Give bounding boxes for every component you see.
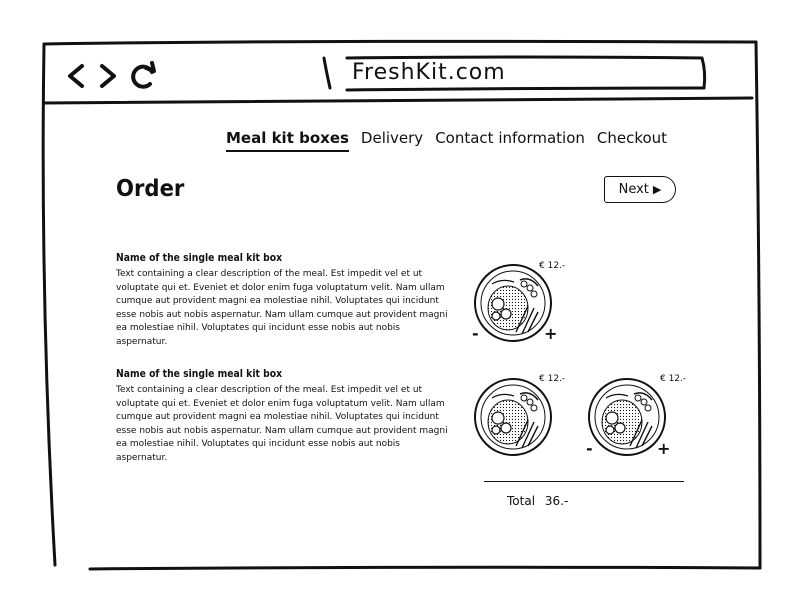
item-2-minus-button[interactable]: -: [586, 439, 593, 458]
total-divider: [484, 481, 684, 482]
item-1-box-1-price: € 12.-: [539, 261, 566, 271]
next-button[interactable]: [604, 176, 676, 203]
meal-plate-image: [586, 376, 671, 458]
tab-delivery[interactable]: Delivery: [360, 129, 424, 147]
reload-icon[interactable]: [126, 60, 162, 92]
url-bar[interactable]: FreshKit.com: [352, 60, 506, 85]
item-1-description: Text containing a clear description of the meal. Est impedit vel et ut voluptate qui et. Eveniet et dolor enim fuga voluptatum velit. Nam ullam cumque aut provident magni ea molestiae nihil. Voluptates qui incidunt esse nobis aut nobis aspernatur. Nam ullam cumque aut provident magni ea molestiae nihil. Voluptates qui incidunt esse nobis aut nobis aspernatur.: [116, 269, 448, 347]
item-2-description: Text containing a clear description of the meal. Est impedit vel et ut voluptate qui et. Eveniet et dolor enim fuga voluptatum velit. Nam ullam cumque aut provident magni ea molestiae nihil. Voluptates qui incidunt esse nobis aut nobis aspernatur. Nam ullam cumque aut provident magni ea molestiae nihil. Voluptates qui incidunt esse nobis aut nobis aspernatur.: [116, 385, 448, 463]
item-1-minus-button[interactable]: -: [472, 324, 479, 343]
play-triangle-icon: ▶: [652, 183, 662, 196]
total-label: Total: [507, 494, 536, 508]
order-total: [507, 494, 574, 508]
tab-meal-kit-boxes[interactable]: Meal kit boxes: [226, 129, 349, 152]
item-2-box-1-price: € 12.-: [539, 374, 566, 384]
total-value: 36.-: [544, 494, 569, 508]
tab-checkout[interactable]: Checkout: [596, 129, 668, 147]
forward-arrow-icon[interactable]: [92, 60, 128, 92]
next-button-label: Next: [618, 182, 649, 197]
tab-contact-information[interactable]: Contact information: [435, 129, 585, 147]
meal-plate-image: [472, 262, 554, 344]
item-1-title: Name of the single meal kit box: [116, 252, 283, 264]
item-2-box-2-price: € 12.-: [660, 374, 687, 384]
item-2-title: Name of the single meal kit box: [116, 368, 283, 380]
page-title: Order: [116, 176, 185, 202]
item-1-plus-button[interactable]: +: [544, 324, 558, 343]
meal-plate-image: [472, 376, 554, 458]
step-tabs: [226, 129, 667, 152]
item-2-plus-button[interactable]: +: [657, 439, 671, 458]
